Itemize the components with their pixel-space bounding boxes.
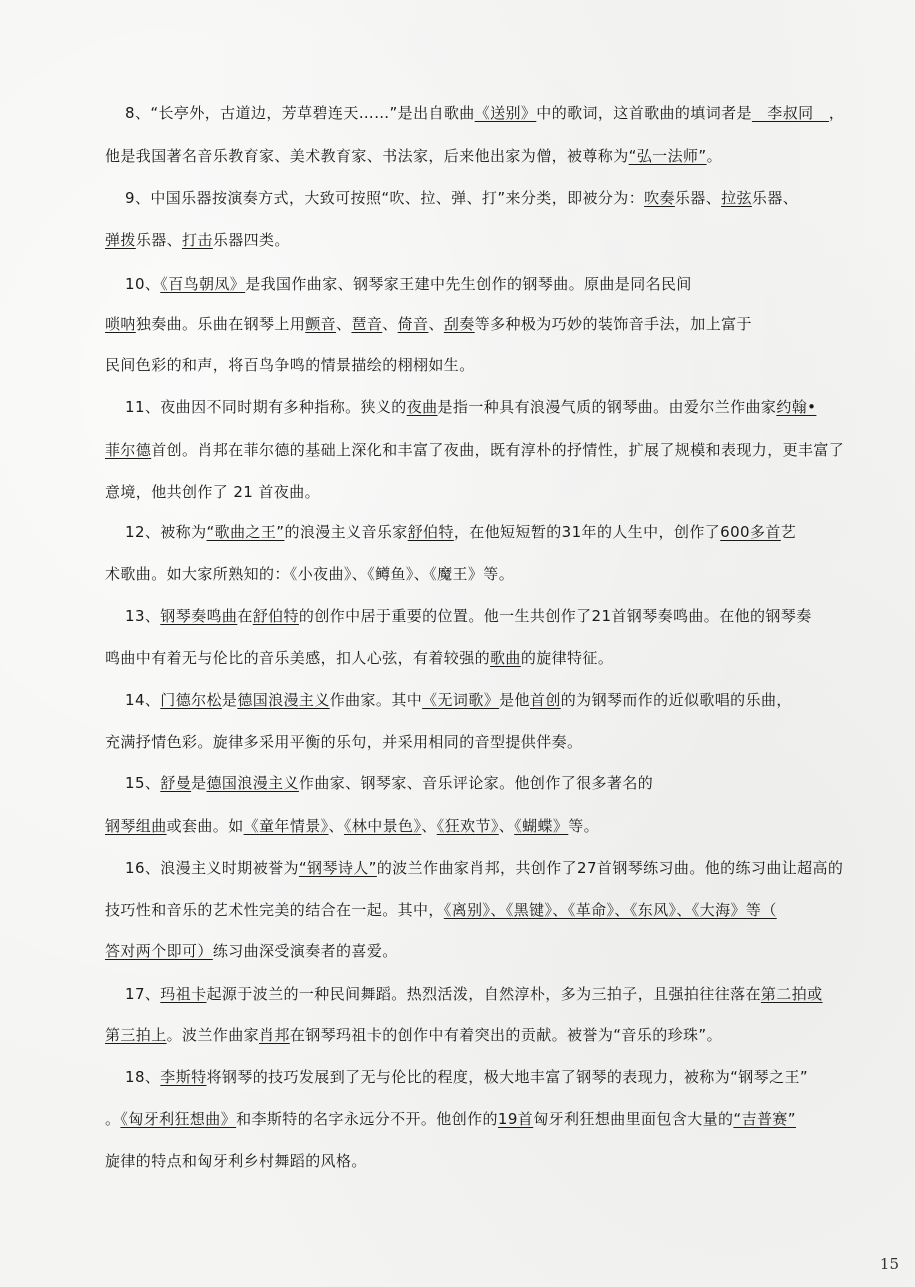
answer-blank: “钢琴诗人” [298, 859, 377, 877]
answer-blank: 德国浪漫主义 [206, 774, 299, 792]
text-run: 17、 [125, 985, 161, 1003]
text-run: 。波兰作曲家 [166, 1026, 260, 1044]
answer-blank: 钢琴组曲 [105, 817, 167, 835]
answer-blank: 《送别》 [474, 104, 537, 122]
text-run: 的为钢琴而作的近似歌唱的乐曲， [560, 691, 792, 709]
answer-blank: “弘一法师” [628, 147, 707, 165]
answer-blank: 门德尔松 [160, 691, 222, 709]
answer-blank: 600多首 [720, 523, 781, 541]
text-line [125, 857, 844, 879]
page-number: 15 [879, 1255, 899, 1273]
answer-blank: 第二拍或 [760, 985, 823, 1003]
text-run: 的浪漫主义音乐家 [284, 523, 408, 541]
answer-blank: 首创 [529, 691, 561, 709]
text-run: 在钢琴玛祖卡的创作中有着突出的贡献。被誉为“音乐的珍珠”。 [289, 1026, 722, 1044]
text-line [125, 187, 817, 209]
text-run: 、 [498, 817, 515, 835]
text-run: 民间色彩的和声，将百鸟争鸣的情景描绘的栩栩如生。 [105, 356, 475, 374]
answer-blank: 玛祖卡 [160, 985, 207, 1003]
text-run: 等多种极为巧妙的装饰音手法，加上富于 [474, 315, 752, 333]
text-run: 起源于波兰的一种民间舞蹈。热烈活泼，自然淳朴，多为三拍子，且强拍往往落在 [206, 985, 761, 1003]
text-run: ， [828, 104, 845, 122]
answer-blank: 《匈牙利狂想曲》 [120, 1110, 237, 1128]
answer-blank: 《童年情景》 [243, 817, 329, 835]
text-run: 他是我国著名音乐教育家、美术教育家、书法家，后来他出家为僧，被尊称为 [105, 147, 629, 165]
text-line [105, 940, 817, 962]
answer-blank: 第三拍上 [105, 1026, 167, 1044]
text-line [105, 1024, 817, 1046]
text-line [125, 772, 817, 794]
answer-blank: 打击 [182, 231, 213, 249]
text-run: 14、 [125, 691, 161, 709]
text-run: 艺 [780, 523, 797, 541]
text-run: 是指一种具有浪漫气质的钢琴曲。由爱尔兰作曲家 [437, 398, 777, 416]
text-line [105, 731, 817, 753]
text-run: ，在他短短暂的31年的人生中，创作了 [453, 523, 721, 541]
text-line [105, 439, 845, 461]
answer-blank: 钢琴奏鸣曲 [160, 607, 238, 625]
text-line [125, 605, 817, 627]
text-run: 13、 [125, 607, 161, 625]
text-run: 等。 [568, 817, 600, 835]
text-run: 8、“长亭外，古道边，芳草碧连天……”是出自歌曲 [125, 104, 475, 122]
text-run: 中的歌词，这首歌曲的填词者是 [536, 104, 752, 122]
text-line [105, 647, 817, 669]
text-run: 将钢琴的技巧发展到了无与伦比的程度，极大地丰富了钢琴的表现力，被称为“钢琴之王” [206, 1068, 809, 1086]
text-line [125, 1066, 817, 1088]
text-run: 意境，他共创作了 21 首夜曲。 [105, 483, 321, 501]
text-run: 是他 [499, 691, 530, 709]
answer-blank: 颤音 [305, 315, 337, 333]
text-run: 乐器、 [751, 189, 799, 207]
text-line [125, 396, 817, 418]
answer-blank: 唢呐 [105, 315, 136, 333]
answer-blank: 舒伯特 [407, 523, 454, 541]
text-run: 。 [706, 147, 722, 165]
text-line [105, 815, 817, 837]
answer-blank: 琶音 [351, 315, 383, 333]
answer-blank: 歌曲 [490, 649, 521, 667]
text-run: 乐器、 [674, 189, 722, 207]
answer-blank: 《无词歌》 [422, 691, 500, 709]
answer-blank: 德国浪漫主义 [237, 691, 330, 709]
text-run: 首创。肖邦在菲尔德的基础上深化和丰富了夜曲，既有淳朴的抒情性，扩展了规模和表现力，更丰富了 [151, 441, 845, 459]
text-run: 乐器四类。 [212, 231, 290, 249]
answer-blank: “吉普赛” [733, 1110, 796, 1128]
answer-blank: 倚音 [397, 315, 429, 333]
text-run: 11、夜曲因不同时期有多种指称。狭义的 [125, 398, 407, 416]
text-run: 在 [237, 607, 253, 625]
text-line [105, 145, 817, 167]
text-line [105, 899, 817, 921]
text-line [125, 273, 817, 295]
text-run: 、 [421, 817, 437, 835]
text-run: 作曲家。其中 [329, 691, 423, 709]
text-run: 、 [328, 817, 344, 835]
text-run: 术歌曲。如大家所熟知的：《小夜曲》、《鳟鱼》、《魔王》等。 [105, 565, 515, 583]
text-run: 练习曲深受演奏者的喜爱。 [212, 942, 398, 960]
text-line [125, 102, 845, 124]
answer-blank: 吹奏 [644, 189, 675, 207]
text-run: 是我国作曲家、钢琴家王建中先生创作的钢琴曲。原曲是同名民间 [245, 275, 692, 293]
text-run: 独奏曲。乐曲在钢琴上用 [135, 315, 306, 333]
answer-blank: 李斯特 [160, 1068, 207, 1086]
text-line [125, 689, 817, 711]
text-run: 15、 [125, 774, 161, 792]
answer-blank: 刮奏 [443, 315, 475, 333]
answer-blank: 弹拨 [105, 231, 136, 249]
text-line [105, 481, 817, 503]
text-run: 是 [221, 691, 238, 709]
text-run: 乐器、 [135, 231, 183, 249]
text-run: 技巧性和音乐的艺术性完美的结合在一起。其中， [105, 901, 444, 919]
answer-blank: 《林中景色》 [343, 817, 422, 835]
text-run: 的旋律特征。 [520, 649, 614, 667]
text-run: 作曲家、钢琴家、音乐评论家。他创作了很多著名的 [298, 774, 654, 792]
text-line [125, 983, 823, 1005]
answer-blank: 《离别》、《黑键》、《革命》、《东风》、《大海》等（ [443, 901, 777, 919]
text-run: 、 [428, 315, 444, 333]
text-run: 、 [382, 315, 398, 333]
text-run: 匈牙利狂想曲里面包含大量的 [533, 1110, 734, 1128]
text-line [105, 354, 817, 376]
text-line [105, 563, 817, 585]
text-line [105, 1108, 817, 1130]
text-run: 鸣曲中有着无与伦比的音乐美感，扣人心弦，有着较强的 [105, 649, 491, 667]
text-run: 的创作中居于重要的位置。他一生共创作了21首钢琴奏鸣曲。在他的钢琴奏 [298, 607, 812, 625]
answer-blank: 《狂欢节》 [436, 817, 499, 835]
text-run: 充满抒情色彩。旋律多采用平衡的乐句，并采用相同的音型提供伴奏。 [105, 733, 583, 751]
answer-blank: “歌曲之王” [206, 523, 285, 541]
text-run: 9、中国乐器按演奏方式，大致可按照“吹、拉、弹、打”来分类，即被分为： [125, 189, 645, 207]
answer-blank: 夜曲 [406, 398, 438, 416]
text-run: 、 [336, 315, 352, 333]
text-line [125, 521, 817, 543]
answer-blank: 肖邦 [259, 1026, 290, 1044]
text-run: 或套曲。如 [166, 817, 244, 835]
text-run: 16、浪漫主义时期被誉为 [125, 859, 299, 877]
text-line [105, 229, 817, 251]
text-run: 的波兰作曲家肖邦，共创作了27首钢琴练习曲。他的练习曲让超高的 [376, 859, 844, 877]
text-line [105, 1150, 817, 1172]
text-line [105, 313, 817, 335]
answer-blank: 李叔同 [751, 104, 829, 122]
text-run: 旋律的特点和匈牙利乡村舞蹈的风格。 [105, 1152, 367, 1170]
answer-blank: 菲尔德 [105, 441, 152, 459]
text-run: 是 [191, 774, 207, 792]
text-run: 。 [105, 1110, 121, 1128]
answer-blank: 《蝴蝶》 [514, 817, 569, 835]
text-run: 10、 [125, 275, 161, 293]
answer-blank: 《百鸟朝凤》 [160, 275, 246, 293]
answer-blank: 19首 [497, 1110, 534, 1128]
answer-blank: 拉弦 [721, 189, 752, 207]
answer-blank: 舒曼 [160, 774, 192, 792]
text-run: 12、被称为 [125, 523, 207, 541]
answer-blank: 舒伯特 [252, 607, 299, 625]
text-run: 18、 [125, 1068, 161, 1086]
text-run: 和李斯特的名字永远分不开。他创作的 [236, 1110, 498, 1128]
answer-blank: 约翰• [776, 398, 817, 416]
answer-blank: 答对两个即可） [105, 942, 213, 960]
